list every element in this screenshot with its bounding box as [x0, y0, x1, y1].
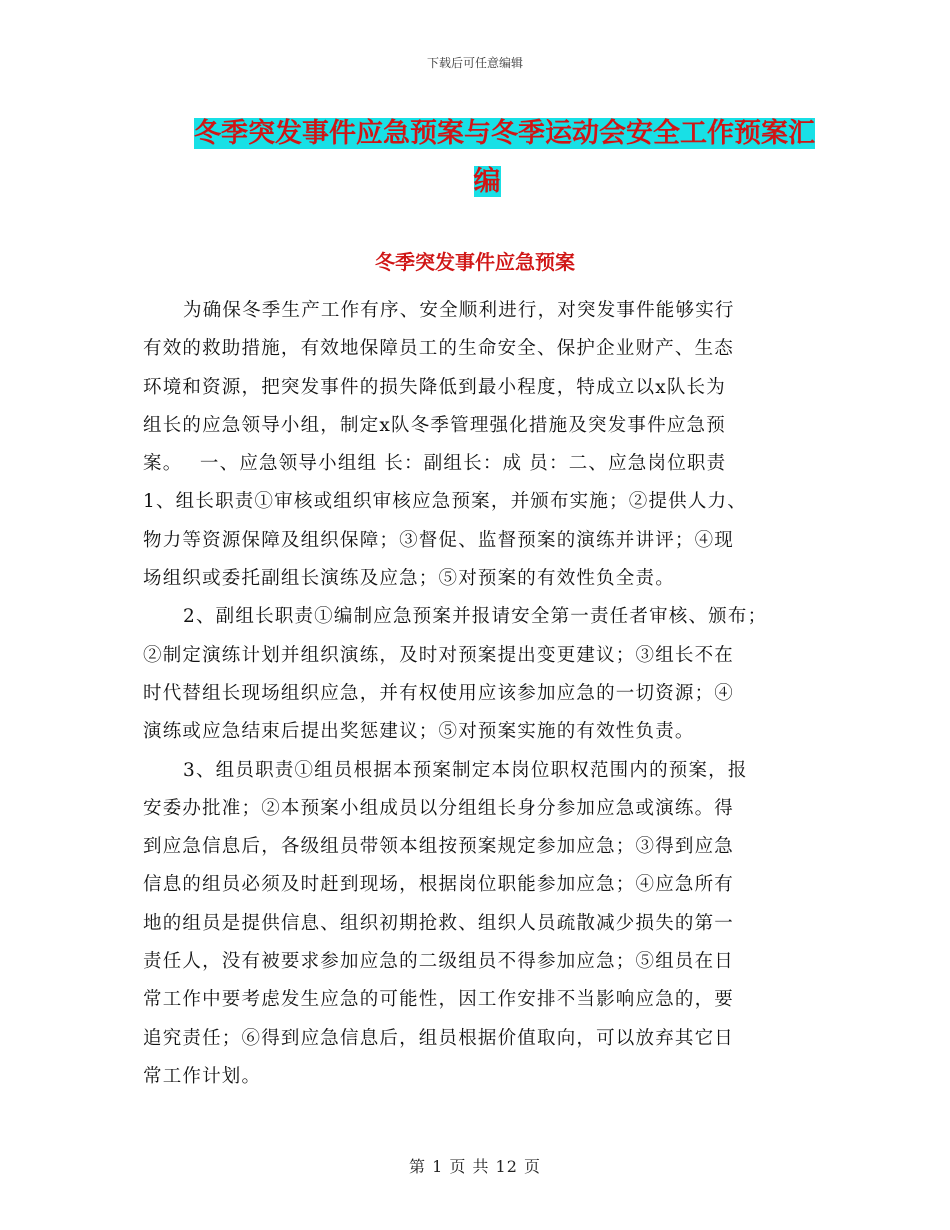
paragraph-3	[143, 752, 811, 1097]
section-title: 冬季突发事件应急预案	[375, 250, 575, 274]
paragraph-line: 时代替组长现场组织应急，并有权使用应该参加应急的一切资源；④	[143, 682, 735, 704]
paragraph-line: 为确保冬季生产工作有序、安全顺利进行，对突发事件能够实行	[183, 300, 735, 321]
document-title-line-1: 冬季突发事件应急预案与冬季运动会安全工作预案汇	[194, 118, 815, 149]
document-title-line-2: 编	[473, 166, 501, 197]
document-title	[140, 110, 820, 206]
paragraph-line: 场组织或委托副组长演练及应急；⑤对预案的有效性负全责。	[143, 568, 675, 590]
paragraph-2	[143, 598, 811, 751]
paragraph-line: 信息的组员必须及时赶到现场，根据岗位职能参加应急；④应急所有	[143, 874, 735, 896]
paragraph-line: 到应急信息后，各级组员带领本组按预案规定参加应急；③得到应急	[143, 836, 735, 858]
paragraph-line: 物力等资源保障及组织保障；③督促、监督预案的演练并讲评；④现	[143, 529, 735, 551]
page-number-footer: 第 1 页 共 12 页	[409, 1157, 541, 1176]
paragraph-line: 追究责任；⑥得到应急信息后，组员根据价值取向，可以放弃其它日	[143, 1027, 735, 1049]
paragraph-line: 2、副组长职责①编制应急预案并报请安全第一责任者审核、颁布；	[183, 606, 768, 628]
paragraph-line: 演练或应急结束后提出奖惩建议；⑤对预案实施的有效性负责。	[143, 721, 695, 743]
paragraph-line: 责任人，没有被要求参加应急的二级组员不得参加应急；⑤组员在日	[143, 951, 735, 973]
paragraph-line: 组长的应急领导小组，制定x队冬季管理强化措施及突发事件应急预	[143, 414, 726, 436]
paragraph-line: 1、组长职责①审核或组织审核应急预案，并颁布实施；②提供人力、	[143, 491, 747, 513]
paragraph-line: 有效的救助措施，有效地保障员工的生命安全、保护企业财产、生态	[143, 338, 735, 360]
header-note: 下载后可任意编辑	[426, 56, 523, 70]
paragraph-line: 常工作中要考虑发生应急的可能性，因工作安排不当影响应急的，要	[143, 989, 735, 1011]
paragraph-1	[143, 292, 811, 598]
paragraph-line: 案。 一、应急领导小组组 长：副组长：成 员：二、应急岗位职责	[143, 453, 727, 475]
paragraph-line: 安委办批准；②本预案小组成员以分组组长身分参加应急或演练。得	[143, 797, 735, 819]
paragraph-line: 环境和资源，把突发事件的损失降低到最小程度，特成立以x队长为	[143, 376, 726, 398]
document-body	[143, 292, 811, 1096]
paragraph-line: 常工作计划。	[143, 1065, 262, 1087]
paragraph-line: 地的组员是提供信息、组织初期抢救、组织人员疏散减少损失的第一	[143, 912, 735, 934]
paragraph-line: 3、组员职责①组员根据本预案制定本岗位职权范围内的预案，报	[183, 759, 748, 781]
paragraph-line: ②制定演练计划并组织演练，及时对预案提出变更建议；③组长不在	[143, 644, 735, 666]
